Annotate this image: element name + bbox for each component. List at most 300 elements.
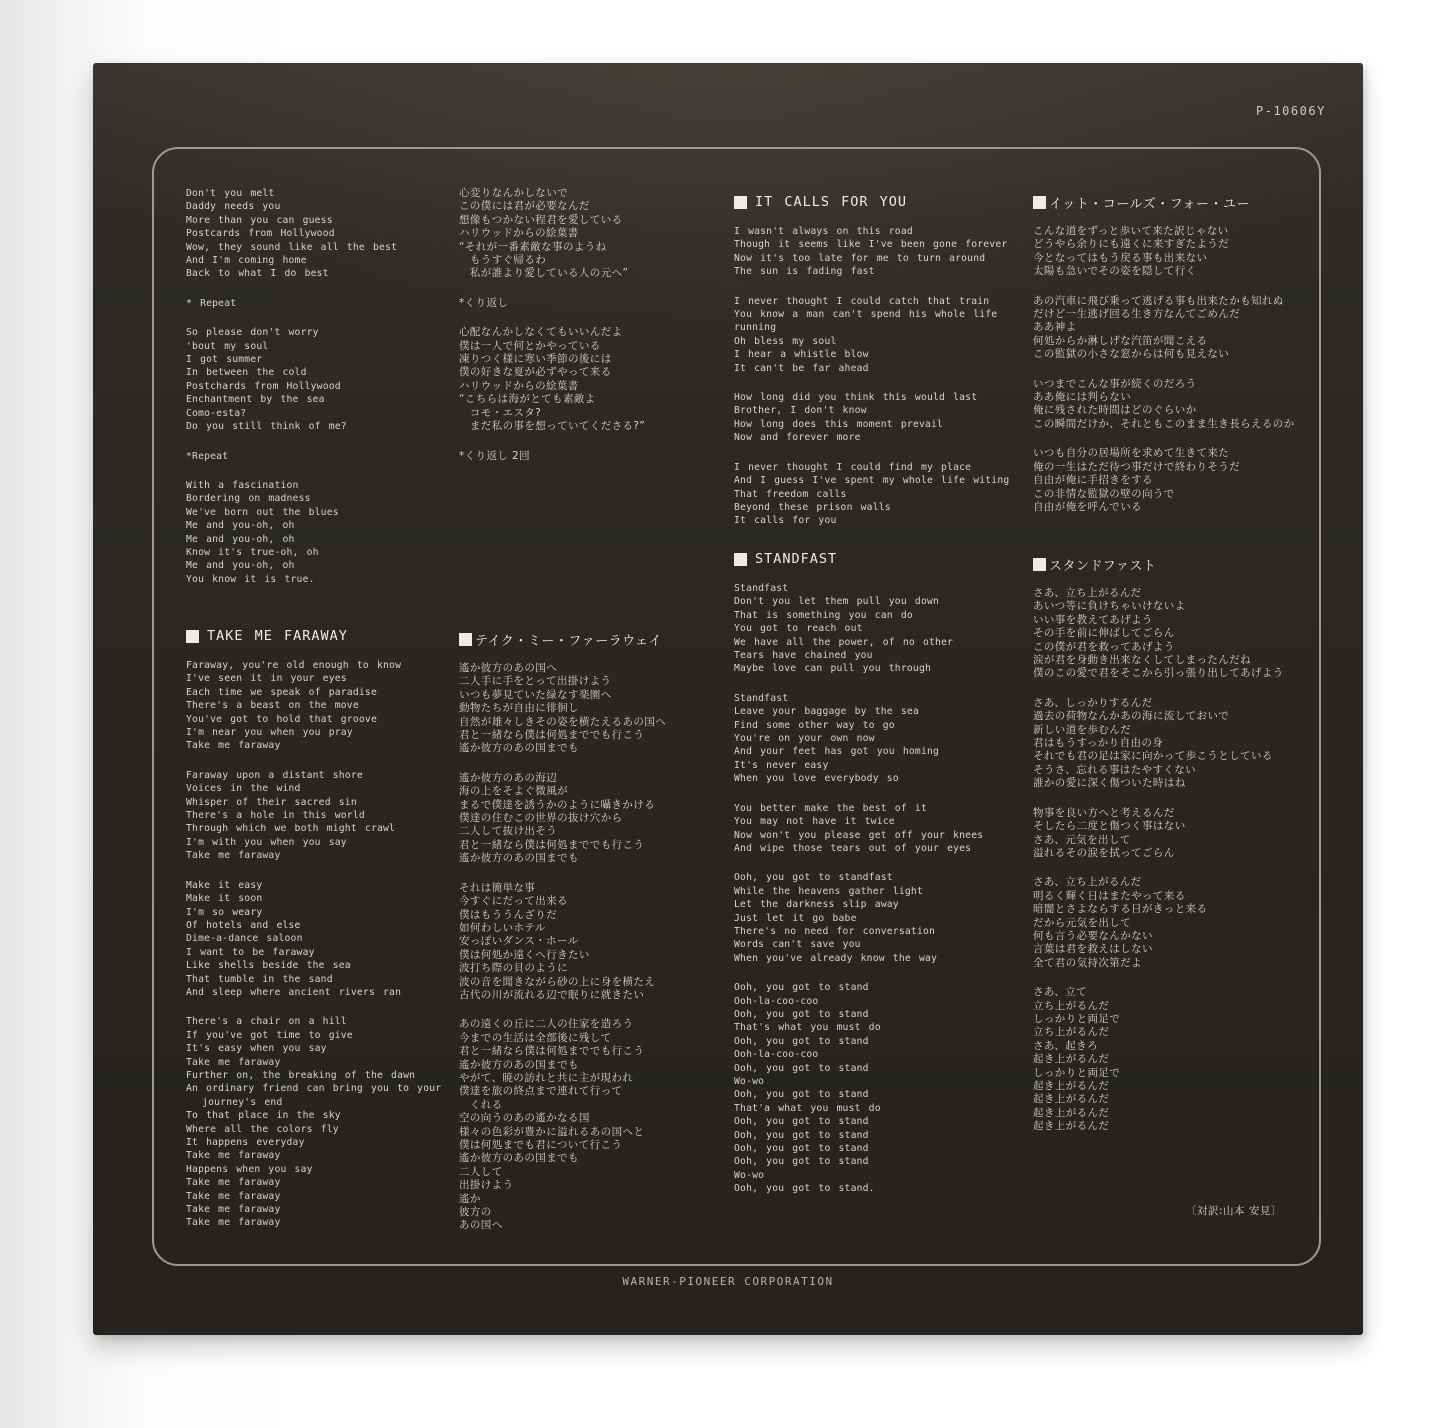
lyric-line: That tumble in the sand <box>186 973 333 985</box>
lyric-line: It calls for you <box>734 515 837 527</box>
lyric-line: 僕はもううんざりだ <box>459 908 558 921</box>
lyric-line: You know a man can't spend his whole life running <box>734 309 1006 334</box>
lyric-line: I hear a whistle blow <box>734 349 869 361</box>
lyric-line: 僕は何処か遠くへ行きたい <box>459 948 590 961</box>
lyric-line: あの汽車に飛び乗って逃げる事も出来たかも知れぬ <box>1033 294 1284 307</box>
lyric-line: 誰かの愛に深く傷ついた時はね <box>1033 777 1186 790</box>
lyric-line: 自由が俺を呼んでいる <box>1033 500 1142 513</box>
lyric-line: あいつ等に負けちゃいけないよ <box>1033 600 1186 613</box>
lyric-line: Standfast <box>734 583 789 594</box>
song-section-take-me-faraway <box>186 627 468 1246</box>
heading-square-icon <box>186 630 199 643</box>
lyric-line: Each time we speak of paradise <box>186 686 377 698</box>
lyric-line: Ooh-la-coo-coo <box>734 995 819 1007</box>
lyric-line: 二人して <box>459 1165 503 1178</box>
lyric-line: You've got to hold that groove <box>186 713 377 725</box>
heading-square-icon <box>1033 196 1046 209</box>
lyric-line: So please don't worry <box>186 327 319 339</box>
lyric-line: Ooh, you got to stand <box>734 1156 869 1168</box>
lyric-line: Take me faraway <box>186 1150 281 1162</box>
lyric-line: 君はもうすっかり自由の身 <box>1033 737 1164 750</box>
lyric-line: Make it easy <box>186 879 263 891</box>
section-heading <box>186 627 468 645</box>
lyric-line: 僕は何処までも君について行こう <box>459 1139 623 1151</box>
lyric-line: Like shells beside the sea <box>186 960 351 972</box>
stanza <box>1033 697 1333 791</box>
stanza <box>459 772 745 866</box>
lyric-line: 二人して抜け出そう <box>459 825 558 838</box>
lyric-line: それは簡単な事 <box>459 881 536 894</box>
publisher-name: WARNER-PIONEER CORPORATION <box>622 1275 834 1288</box>
lyric-line: * Repeat <box>186 297 237 309</box>
lyric-line: まだ私の事を想っていてくださる?” <box>459 420 646 433</box>
stanza <box>734 225 1034 279</box>
lyric-line: 心配なんかしなくてもいいんだよ <box>459 326 623 339</box>
lyric-line: 涙が君を身動き出来なくしてしまったんだね <box>1033 654 1251 667</box>
lyric-line: Now won't you please get off your knees <box>734 829 984 841</box>
lyric-line: 僕のこの愛で君をそこから引っ張り出してあげよう <box>1033 667 1284 680</box>
lyric-line: I never thought I could find my place <box>734 461 972 473</box>
lyric-line: 古代の川が流れる辺で眠りに就きたい <box>459 988 645 1001</box>
lyric-line: 様々の色彩が豊かに溢れるあの国へと <box>459 1125 645 1138</box>
lyric-line: You know it is true. <box>186 573 315 585</box>
song-section-untitled-ja <box>459 187 745 463</box>
lyric-line: You better make the best of it <box>734 802 927 814</box>
lyric-line: 明るく輝く日はまたやって来る <box>1033 889 1186 902</box>
lyric-line: It happens everyday <box>186 1137 305 1148</box>
lyric-line: Postchards from Hollywood <box>186 380 341 392</box>
lyric-line: Maybe love can pull you through <box>734 663 932 675</box>
stanza <box>186 879 468 1000</box>
lyric-line: この監獄の小さな窓からは何も見えない <box>1033 348 1230 361</box>
lyric-line: Ooh, you got to stand <box>734 1008 869 1020</box>
lyric-line: Don't you melt <box>186 188 275 199</box>
lyric-line: That's what you must do <box>734 1022 881 1034</box>
lyric-line: When you've already know the way <box>734 952 938 964</box>
lyric-line: どうやら余りにも遠くに来すぎたようだ <box>1033 238 1230 251</box>
lyric-line: Postcards from Hollywood <box>186 228 335 240</box>
lyric-line: 僕達を旅の終点まで連れて行って <box>459 1085 623 1098</box>
lyric-line: Leave your baggage by the sea <box>734 706 919 718</box>
lyric-line: Ooh, you got to stand <box>734 1062 869 1074</box>
lyric-line: *くり返し <box>459 296 509 309</box>
stanza <box>1033 986 1333 1133</box>
lyric-line: あの国へ <box>459 1219 503 1232</box>
lyric-line: ああ神よ <box>1033 321 1077 334</box>
stanza <box>459 662 745 756</box>
lyric-line: Ooh, you got to stand <box>734 1129 869 1141</box>
lyric-line: Me and you-oh, oh <box>186 533 295 545</box>
lyric-line: 遙か <box>459 1192 481 1205</box>
lyric-line: Voices in the wind <box>186 783 301 795</box>
lyric-line: Words can't save you <box>734 939 861 951</box>
lyric-line: 新しい道を歩むんだ <box>1033 723 1132 736</box>
stanza <box>459 1018 745 1233</box>
lyric-line: It can't be far ahead <box>734 362 869 374</box>
lyric-line: そうさ、忘れる事はたやすくない <box>1033 763 1197 776</box>
section-title: TAKE ME FARAWAY <box>207 628 348 644</box>
lyric-line: コモ・エスタ? <box>459 406 542 419</box>
lyric-line: Know it's true-oh, oh <box>186 546 319 558</box>
lyric-line: Where all the colors fly <box>186 1123 339 1135</box>
song-section-take-me-faraway-ja <box>459 630 745 1249</box>
stanza <box>734 295 1034 375</box>
lyric-line: When you love everybody so <box>734 773 899 785</box>
lyric-line: 立ち上がるんだ <box>1033 999 1110 1012</box>
lyric-line: Tears have chained you <box>734 650 873 662</box>
lyric-line: 何も言う必要なんかない <box>1033 929 1153 942</box>
lyric-line: Of hotels and else <box>186 919 301 931</box>
lyric-line: And your feet has got you homing <box>734 746 940 758</box>
section-heading <box>734 550 1034 568</box>
lyric-line: 彼方の <box>459 1206 492 1219</box>
lyric-line: こんな道をずっと歩いて来た訳じゃない <box>1033 225 1229 237</box>
lyric-line: その手を前に伸ばしてごらん <box>1033 627 1175 640</box>
lyric-line: journey's end <box>186 1096 283 1108</box>
lyric-line: How long does this moment prevail <box>734 418 944 430</box>
lyric-line: 自由が俺に手招きをする <box>1033 474 1153 487</box>
lyric-line: Make it soon <box>186 893 263 905</box>
section-heading <box>1033 555 1333 573</box>
lyric-line: There's a chair on a hill <box>186 1016 347 1028</box>
lyric-line: Now it's too late for me to turn around <box>734 252 986 264</box>
lyric-line: だから元気を出して <box>1033 916 1132 929</box>
lyric-insert-paper <box>93 63 1363 1335</box>
lyric-line: Faraway upon a distant shore <box>186 769 363 781</box>
lyric-line: 凍りつく様に寒い季節の後には <box>459 353 612 366</box>
lyric-line: ハリウッドからの絵葉書 <box>459 379 579 392</box>
lyric-line: And I guess I've spent my whole life witing <box>734 475 1010 487</box>
lyric-line: 言葉は君を救えはしない <box>1033 943 1153 956</box>
lyric-line: Take me faraway <box>186 1056 281 1068</box>
heading-square-icon <box>734 196 747 209</box>
stanza <box>734 461 1034 528</box>
lyric-line: I got summer <box>186 354 263 366</box>
lyric-line: Happens when you say <box>186 1163 313 1175</box>
lyric-line: やがて、暁の訪れと共に主が現われ <box>459 1071 634 1084</box>
lyric-line: 私が誰より愛している人の元へ” <box>459 267 629 280</box>
stanza <box>1033 587 1333 681</box>
lyric-line: While the heavens gather light <box>734 885 923 897</box>
lyric-line: いつも自分の居場所を求めて生きて来た <box>1033 447 1230 460</box>
stanza <box>1033 295 1333 362</box>
stanza <box>459 882 745 1003</box>
section-title: テイク・ミー・ファーラウェイ <box>475 633 663 649</box>
catalog-number: P-10606Y <box>1256 104 1326 118</box>
lyric-line: Oh bless my soul <box>734 335 837 347</box>
lyric-line: 遙か彼方のあの海辺 <box>459 771 558 784</box>
song-section-standfast <box>734 550 1034 1212</box>
lyric-line: この僕には君が必要なんだ <box>459 200 590 213</box>
lyric-line: 俺の一生はただ待つ事だけで終わりそうだ <box>1033 460 1241 473</box>
lyric-line: 今となってはもう戻る事も出来ない <box>1033 251 1208 264</box>
lyric-line: まるで僕達を誘うかのように囁きかける <box>459 798 656 811</box>
stanza <box>1033 876 1333 970</box>
lyric-line: Wo-wo <box>734 1076 765 1087</box>
lyric-line: さあ、立て <box>1033 986 1088 999</box>
heading-square-icon <box>459 633 472 646</box>
lyric-line: Let the darkness slip away <box>734 899 899 911</box>
lyric-line: Como-esta? <box>186 407 247 419</box>
lyric-line: And wipe those tears out of your eyes <box>734 842 972 854</box>
lyric-line: Me and you-oh, oh <box>186 560 295 572</box>
stanza <box>734 802 1034 856</box>
lyric-line: There's a beast on the move <box>186 700 359 712</box>
lyric-line: 安っぽいダンス・ホール <box>459 935 579 948</box>
lyric-line: 起き上がるんだ <box>1033 1120 1110 1133</box>
column-japanese-right <box>1033 193 1333 1133</box>
section-title: STANDFAST <box>755 551 838 567</box>
lyric-line: この瞬間だけか、それともこのまま生き長らえるのか <box>1033 417 1295 430</box>
stanza <box>1033 807 1333 861</box>
lyric-line: 起き上がるんだ <box>1033 1080 1110 1092</box>
lyric-line: 立ち上がるんだ <box>1033 1026 1110 1039</box>
lyric-line: さあ、立ち上がるんだ <box>1033 876 1142 889</box>
lyric-line: 太陽も急いでその姿を隠して行く <box>1033 265 1197 278</box>
lyric-line: さあ、立ち上がるんだ <box>1033 587 1142 599</box>
lyric-line: 起き上がるんだ <box>1033 1106 1110 1119</box>
lyric-line: あの遠くの丘に二人の住家を造ろう <box>459 1018 634 1031</box>
stanza <box>1033 378 1333 432</box>
lyric-line: Take me faraway <box>186 1217 281 1229</box>
lyric-line: 如何わしいホテル <box>459 921 546 934</box>
lyric-line: I'm near you when you pray <box>186 727 353 739</box>
lyric-line: 空の向うのあの遙かなる国 <box>459 1112 590 1125</box>
lyric-line: Though it seems like I've been gone forever <box>734 239 1008 251</box>
stanza <box>186 187 468 281</box>
lyric-line: さあ、しっかりするんだ <box>1033 696 1153 709</box>
lyric-line: How long did you think this would last <box>734 392 978 404</box>
lyric-line: Through which we both might crawl <box>186 823 396 835</box>
heading-square-icon <box>1033 558 1046 571</box>
lyric-line: 遙か彼方のあの国までも <box>459 852 579 865</box>
lyric-line: いつまでこんな事が続くのだろう <box>1033 377 1197 390</box>
lyric-line: Ooh, you got to stand <box>734 1035 869 1047</box>
lyric-line: 波打ち際の貝のように <box>459 962 568 975</box>
lyric-line: ああ俺には判らない <box>1033 391 1132 404</box>
section-title: スタンドファスト <box>1049 558 1157 574</box>
lyric-line: There's a hole in this world <box>186 810 365 822</box>
lyric-line: I want to be faraway <box>186 946 315 958</box>
lyric-line: I never thought I could catch that train <box>734 295 990 307</box>
section-heading <box>459 630 745 648</box>
lyric-line: 僕は一人で何とかやっている <box>459 339 601 352</box>
lyric-line: 今までの生活は全部後に残して <box>459 1031 612 1044</box>
stanza <box>186 326 468 433</box>
column-japanese-left <box>459 187 745 1232</box>
lyric-line: Take me faraway <box>186 740 281 752</box>
lyric-line: Do you still think of me? <box>186 421 347 433</box>
lyric-line: Wo-wo <box>734 1169 765 1181</box>
lyric-line: You're on your own now <box>734 733 875 745</box>
lyric-line: しっかりと両足で <box>1033 1066 1121 1079</box>
column-english-right <box>734 193 1034 1195</box>
lyric-line: We have all the power, of no other <box>734 636 954 648</box>
lyric-line: いつも夢見ていた緑なす楽園へ <box>459 688 612 701</box>
lyric-line: Now and forever more <box>734 432 861 444</box>
lyric-line: Back to what I do best <box>186 268 329 280</box>
lyric-line: Take me faraway <box>186 1204 281 1216</box>
stanza <box>1033 447 1333 514</box>
lyric-line: 遙か彼方のあの国までも <box>459 1152 579 1165</box>
lyric-line: The sun is fading fast <box>734 266 875 278</box>
song-section-standfast-ja <box>1033 555 1333 1150</box>
lyric-line: You got to reach out <box>734 623 863 635</box>
lyric-line: 俺に残された時間はどのぐらいか <box>1033 404 1197 417</box>
stanza <box>186 659 468 753</box>
lyric-line: If you've got time to give <box>186 1029 353 1041</box>
column-english-left <box>186 187 468 1229</box>
lyric-line: 起き上がるんだ <box>1033 1053 1110 1066</box>
stanza <box>459 326 745 433</box>
stanza <box>734 582 1034 676</box>
repeat-note <box>459 297 745 310</box>
lyric-line: さあ、起きろ <box>1033 1039 1098 1052</box>
repeat-note <box>186 450 468 463</box>
lyric-line: We've born out the blues <box>186 506 339 518</box>
stanza <box>734 871 1034 965</box>
lyric-line: しっかりと両足で <box>1033 1012 1121 1025</box>
lyric-line: この僕が君を救ってあげよう <box>1033 640 1175 653</box>
lyric-line: “こちらは海がとても素敵よ <box>459 393 596 406</box>
lyric-line: 過去の荷物なんかあの海に流しておいで <box>1033 710 1230 723</box>
section-heading <box>1033 193 1333 211</box>
lyric-line: 物事を良い方へと考えるんだ <box>1033 806 1175 819</box>
translation-credit: 〔対訳:山本 安見〕 <box>1186 1205 1282 1217</box>
lyric-line: 動物たちが自由に徘徊し <box>459 702 579 715</box>
lyric-line: “それが一番素敵な事のようね <box>459 240 607 253</box>
lyric-line: 僕の好きな夏が必ずやって来る <box>459 366 612 379</box>
lyric-line: 君と一緒なら僕は何処まででも行こう <box>459 838 645 851</box>
lyric-line: いい事を教えてあげよう <box>1033 613 1153 626</box>
lyric-line: Find some other way to go <box>734 719 895 731</box>
repeat-note <box>459 450 745 463</box>
lyric-line: I'm with you when you say <box>186 836 347 848</box>
lyric-line: That is something you can do <box>734 609 913 621</box>
lyric-line: 暗闇とさよならする日がきっと来る <box>1033 903 1208 916</box>
lyric-line: *Repeat <box>186 450 229 462</box>
stanza <box>186 1015 468 1230</box>
lyric-line: Don't you let them pull you down <box>734 596 940 608</box>
lyric-line: 二人手に手をとって出掛けよう <box>459 675 612 688</box>
lyric-line: 自然が雄々しきその姿を横たえるあの国へ <box>459 715 667 728</box>
lyric-line: だけど一生逃げ回る生き方なんてごめんだ <box>1033 308 1241 321</box>
lyric-line: Bordering on madness <box>186 493 311 505</box>
lyric-line: That'a what you must do <box>734 1102 881 1114</box>
lyric-line: 僕達の住むこの世界の抜け穴から <box>459 812 623 825</box>
lyric-line: 今すぐにだって出来る <box>459 895 568 908</box>
lyric-line: To that place in the sky <box>186 1110 341 1122</box>
lyric-line: Whisper of their sacred sin <box>186 796 357 808</box>
lyric-line: Daddy needs you <box>186 201 281 213</box>
lyric-line: この非情な監獄の壁の向うで <box>1033 487 1175 500</box>
lyric-line: Beyond these prison walls <box>734 501 891 513</box>
lyric-line: An ordinary friend can bring you to your <box>186 1083 442 1095</box>
lyric-line: Ooh, you got to stand. <box>734 1183 875 1195</box>
lyric-line: 溢れるその涙を拭ってごらん <box>1033 846 1175 859</box>
heading-square-icon <box>734 553 747 566</box>
lyric-line: More than you can guess <box>186 214 333 226</box>
lyric-line: And I'm coming home <box>186 255 307 267</box>
lyric-line: 'bout my soul <box>186 340 269 352</box>
repeat-note <box>186 297 468 310</box>
lyric-line: 出掛けよう <box>459 1179 514 1192</box>
lyric-line: 遙か彼方のあの国までも <box>459 1058 579 1071</box>
stanza <box>186 769 468 863</box>
lyric-line: Faraway, you're old enough to know <box>186 660 402 671</box>
lyric-line: Further on, the breaking of the dawn <box>186 1069 416 1081</box>
lyric-line: Ooh, you got to stand <box>734 982 869 994</box>
lyric-line: 遙か彼方のあの国へ <box>459 662 558 674</box>
lyric-line: 遙か彼方のあの国までも <box>459 742 579 755</box>
stanza <box>734 692 1034 786</box>
section-heading <box>734 193 1034 211</box>
lyric-line: Ooh, you got to stand <box>734 1143 869 1155</box>
stanza <box>459 187 745 281</box>
lyric-line: With a fascination <box>186 479 299 491</box>
lyric-line: 波の音を聞きながら砂の上に身を横たえ <box>459 975 656 988</box>
lyric-line: Standfast <box>734 692 789 704</box>
lyric-line: Dime-a-dance saloon <box>186 933 303 945</box>
stanza <box>734 981 1034 1196</box>
lyric-line: Take me faraway <box>186 1177 281 1189</box>
section-title: IT CALLS FOR YOU <box>755 194 908 210</box>
song-section-it-calls-for-you-ja <box>1033 193 1333 514</box>
song-section-it-calls-for-you <box>734 193 1034 528</box>
lyric-line: Take me faraway <box>186 1190 281 1202</box>
lyric-line: I'm so weary <box>186 906 263 918</box>
lyric-line: 想像もつかない程君を愛している <box>459 213 623 226</box>
lyric-line: It's never easy <box>734 759 829 771</box>
lyric-line: 海の上をそよぐ微風が <box>459 785 568 798</box>
stanza <box>186 479 468 586</box>
lyric-line: Wow, they sound like all the best <box>186 241 398 253</box>
lyric-line: Enchantment by the sea <box>186 394 325 406</box>
lyric-line: Ooh, you got to stand <box>734 1089 869 1101</box>
lyric-line: You may not have it twice <box>734 816 895 828</box>
lyric-line: さあ、元気を出して <box>1033 833 1131 846</box>
lyric-line: もうすぐ帰るわ <box>459 254 547 267</box>
lyric-line: *くり返し 2回 <box>459 449 530 462</box>
lyric-line: 何処からか淋しげな汽笛が聞こえる <box>1033 334 1208 347</box>
lyric-line: それでも君の足は家に向かって歩こうとしている <box>1033 750 1273 763</box>
lyric-line: そしたら二度と傷つく事はない <box>1033 820 1186 833</box>
lyric-line: I've seen it in your eyes <box>186 673 347 685</box>
lyric-line: And sleep where ancient rivers ran <box>186 986 402 998</box>
lyric-line: 心変りなんかしないで <box>459 187 568 199</box>
lyric-line: In between the cold <box>186 367 307 379</box>
lyric-line: くれる <box>459 1098 503 1111</box>
section-title: イット・コールズ・フォー・ユー <box>1049 196 1250 212</box>
lyric-line: 起き上がるんだ <box>1033 1093 1110 1106</box>
lyric-line: It's easy when you say <box>186 1043 327 1055</box>
lyric-line: 君と一緒なら僕は何処まででも行こう <box>459 1045 645 1058</box>
lyric-line: Just let it go babe <box>734 912 857 924</box>
stanza <box>734 391 1034 445</box>
song-section-untitled <box>186 187 468 586</box>
lyric-line: There's no need for conversation <box>734 925 936 937</box>
lyric-line: That freedom calls <box>734 488 847 500</box>
lyric-line: Ooh, you got to standfast <box>734 872 893 884</box>
lyric-line: I wasn't always on this road <box>734 226 913 237</box>
lyric-line: ハリウッドからの絵葉書 <box>459 227 579 240</box>
stanza <box>1033 225 1333 279</box>
lyric-line: Brother, I don't know <box>734 405 867 417</box>
lyric-line: 全て君の気持次第だよ <box>1033 956 1142 969</box>
lyric-line: Me and you-oh, oh <box>186 520 295 532</box>
lyric-line: Ooh-la-coo-coo <box>734 1049 819 1061</box>
lyric-line: Take me faraway <box>186 850 281 862</box>
